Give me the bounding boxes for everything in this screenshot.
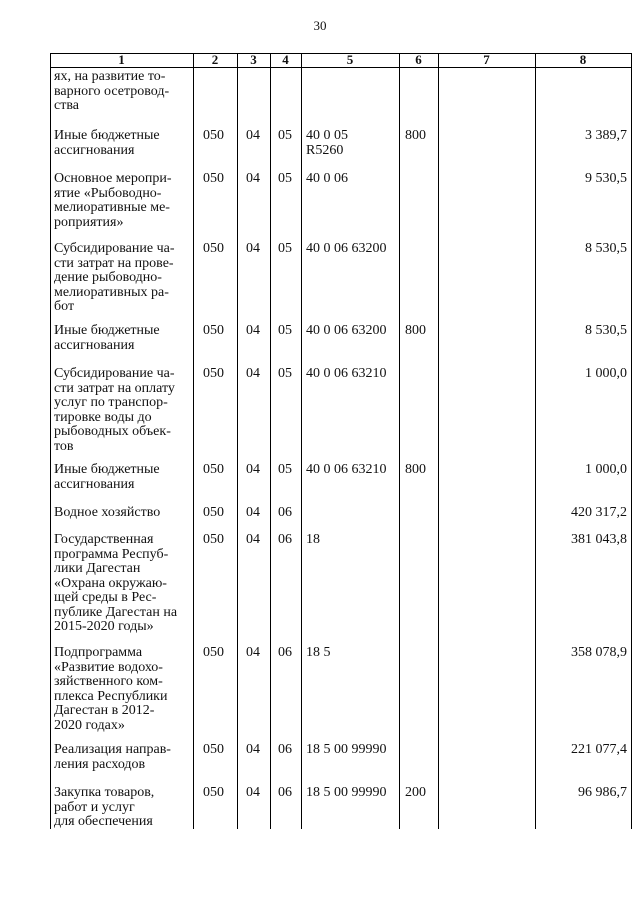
page-number: 30 (313, 18, 327, 33)
code-3-cell: 04 (246, 532, 260, 547)
header-cell: 4 (282, 52, 289, 67)
header-cell: 5 (346, 52, 354, 67)
code-5-cell: 18 (306, 532, 320, 547)
code-6-cell: 800 (405, 128, 426, 143)
row-name-cell: Иные бюджетные ассигнования (54, 462, 160, 492)
code-6-cell: 200 (405, 785, 426, 800)
code-2-cell: 050 (203, 645, 224, 660)
row-name-cell: Государственная программа Респуб- лики Дагестан «Охрана окружаю- щей среды в Рес- публике Дагестан на 2015-2020 годы» (54, 532, 178, 634)
amount-cell: 3 389,7 (585, 128, 627, 143)
header-cell: 7 (483, 52, 490, 67)
amount-cell: 358 078,9 (571, 645, 627, 660)
code-2-cell: 050 (203, 366, 224, 381)
row-name-cell: Подпрограмма «Развитие водохо- зяйственного ком- плекса Республики Дагестан в 2012- 2020 годах» (54, 645, 168, 733)
code-2-cell: 050 (203, 785, 224, 800)
code-4-cell: 05 (278, 171, 292, 186)
code-6-cell: 800 (405, 323, 426, 338)
code-3-cell: 04 (246, 645, 260, 660)
code-5-cell: 40 0 06 63200 (306, 323, 387, 338)
column-divider (193, 53, 194, 829)
code-3-cell: 04 (246, 505, 260, 520)
code-2-cell: 050 (203, 171, 224, 186)
code-4-cell: 06 (278, 645, 292, 660)
amount-cell: 96 986,7 (578, 785, 627, 800)
row-name-cell: Закупка товаров, работ и услуг для обеспечения (54, 785, 155, 829)
amount-cell: 420 317,2 (571, 505, 627, 520)
code-5-cell: 18 5 00 99990 (306, 742, 387, 757)
column-divider (631, 53, 632, 829)
code-2-cell: 050 (203, 462, 224, 477)
code-3-cell: 04 (246, 785, 260, 800)
code-2-cell: 050 (203, 742, 224, 757)
code-4-cell: 06 (278, 785, 292, 800)
row-name-cell: Иные бюджетные ассигнования (54, 128, 160, 158)
code-5-cell: 40 0 06 63210 (306, 366, 387, 381)
code-3-cell: 04 (246, 462, 260, 477)
header-cell: 1 (118, 52, 125, 67)
row-name-cell: Водное хозяйство (54, 505, 161, 520)
column-divider (237, 53, 238, 829)
amount-cell: 8 530,5 (585, 241, 627, 256)
code-3-cell: 04 (246, 128, 260, 143)
code-5-cell: 40 0 06 63210 (306, 462, 387, 477)
code-6-cell: 800 (405, 462, 426, 477)
amount-cell: 221 077,4 (571, 742, 627, 757)
amount-cell: 381 043,8 (571, 532, 627, 547)
row-name-cell: Субсидирование ча- сти затрат на оплату услуг по транспор- тировке воды до рыбоводных объек- тов (54, 366, 175, 454)
header-cell: 6 (415, 52, 422, 67)
code-4-cell: 05 (278, 366, 292, 381)
code-5-cell: 40 0 06 (306, 171, 348, 186)
code-2-cell: 050 (203, 532, 224, 547)
code-4-cell: 05 (278, 128, 292, 143)
row-name-cell: Реализация направ- ления расходов (54, 742, 171, 772)
code-4-cell: 06 (278, 742, 292, 757)
code-5-cell: 40 0 06 63200 (306, 241, 387, 256)
code-4-cell: 06 (278, 532, 292, 547)
header-cell: 2 (211, 52, 219, 67)
budget-table (50, 53, 632, 829)
amount-cell: 1 000,0 (585, 462, 627, 477)
code-5-cell: 18 5 (306, 645, 331, 660)
code-3-cell: 04 (246, 323, 260, 338)
code-5-cell: 40 0 05 R5260 (306, 128, 348, 158)
column-divider (270, 53, 271, 829)
code-2-cell: 050 (203, 323, 224, 338)
column-divider (535, 53, 536, 829)
code-3-cell: 04 (246, 171, 260, 186)
column-divider (301, 53, 302, 829)
column-divider (438, 53, 439, 829)
code-5-cell: 18 5 00 99990 (306, 785, 387, 800)
row-name-cell: Иные бюджетные ассигнования (54, 323, 160, 353)
code-3-cell: 04 (246, 366, 260, 381)
row-name-cell: ях, на развитие то- варного осетровод- ства (54, 69, 170, 113)
code-4-cell: 06 (278, 505, 292, 520)
column-divider (50, 53, 51, 829)
code-2-cell: 050 (203, 128, 224, 143)
header-bottom-border (50, 67, 632, 68)
header-cell: 3 (250, 52, 257, 67)
code-4-cell: 05 (278, 323, 292, 338)
amount-cell: 1 000,0 (585, 366, 627, 381)
column-divider (399, 53, 400, 829)
code-3-cell: 04 (246, 241, 260, 256)
code-2-cell: 050 (203, 505, 224, 520)
code-2-cell: 050 (203, 241, 224, 256)
code-4-cell: 05 (278, 462, 292, 477)
header-cell: 8 (579, 52, 587, 67)
code-3-cell: 04 (246, 742, 260, 757)
amount-cell: 9 530,5 (585, 171, 627, 186)
amount-cell: 8 530,5 (585, 323, 627, 338)
row-name-cell: Основное меропри- ятие «Рыбоводно- мелиоративные ме- роприятия» (54, 171, 172, 230)
code-4-cell: 05 (278, 241, 292, 256)
row-name-cell: Субсидирование ча- сти затрат на прове- дение рыбоводно- мелиоративных ра- бот (54, 241, 175, 314)
